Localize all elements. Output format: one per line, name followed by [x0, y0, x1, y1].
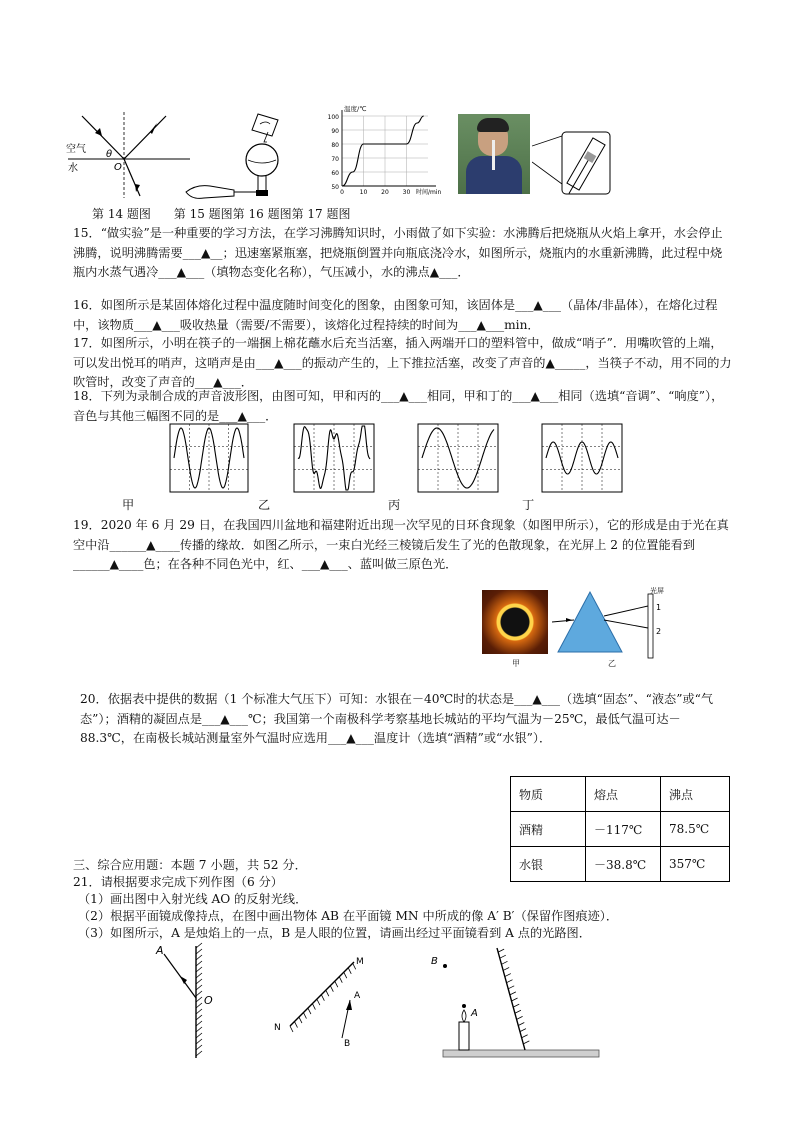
- point-o-label: O: [204, 994, 213, 1007]
- wave-label-ding: 丁: [522, 498, 535, 512]
- table-row: [511, 847, 730, 882]
- point-a-label: A: [471, 1008, 478, 1019]
- position-1: 1: [656, 603, 662, 612]
- figure-21-3-candle-mirror: [425, 944, 605, 1064]
- x-tick-label: 10: [359, 189, 368, 196]
- y-tick-label: 60: [331, 170, 339, 177]
- question-16: 16．如图所示是某固体熔化过程中温度随时间变化的图象，由图象可知，该固体是___▲___（晶体/非晶体），在熔化过程中，该物质___▲___吸收热量（需要/不需要），该熔化过程持续的时间为___▲___min．: [73, 298, 718, 332]
- point-a-label: A: [156, 944, 164, 957]
- screen-label: 光屏: [650, 587, 664, 595]
- cell: －117℃: [586, 812, 661, 847]
- waveform-4: [542, 424, 622, 492]
- question-20: 20．依据表中提供的数据（1 个标准大气压下）可知：水银在－40℃时的状态是___▲___（选填“固态”、“液态”或“气态”）；酒精的凝固点是___▲___℃；我国第一个南极科学考察基地长城站的平均气温为－25℃，最低气温可达－88.3℃，在南极长城站测量室外气温时应选用___▲___温度计（选填“酒精”或“水银”）．: [80, 692, 714, 745]
- point-m-label: M: [356, 957, 364, 967]
- figure-21-2-mirror-mn: [270, 950, 380, 1050]
- point-b-label: B: [431, 956, 438, 967]
- section-3-heading: 三、综合应用题：本题 7 小题，共 52 分．: [73, 858, 307, 872]
- figure-21-1-mirror: [150, 940, 220, 1064]
- question-21-part-1: （1）画出图中入射光线 AO 的反射光线．: [78, 892, 308, 906]
- label-jia: 甲: [512, 659, 520, 668]
- y-tick-label: 50: [331, 184, 339, 191]
- cell: 酒精: [511, 812, 586, 847]
- x-axis-label: 时间/min: [416, 189, 442, 196]
- question-21-part-3: （3）如图所示，A 是烛焰上的一点，B 是人眼的位置，请画出经过平面镜看到 A 点的光路图．: [78, 926, 591, 940]
- header-boiling-point: 沸点: [661, 777, 730, 812]
- point-n-label: N: [274, 1023, 281, 1033]
- y-axis-label: 温度/℃: [344, 105, 367, 113]
- wave-label-bing: 丙: [388, 498, 401, 512]
- air-label: 空气: [66, 144, 86, 155]
- point-o-label: O: [114, 162, 122, 173]
- x-tick-label: 30: [402, 189, 411, 196]
- solar-eclipse-photo: [482, 590, 548, 654]
- waveform-3: [418, 424, 498, 492]
- question-18: 18．下列为录制合成的声音波形图，由图可知，甲和丙的___▲___相同，甲和丁的___▲___相同（选填“音调”、“响度”），音色与其他三幅图不同的是___▲___．: [73, 389, 724, 423]
- waveform-1: [170, 424, 248, 492]
- water-label: 水: [68, 163, 78, 174]
- question-17: 17．如图所示，小明在筷子的一端捆上棉花蘸水后充当活塞，插入两端开口的塑料管中，做成“哨子”．用嘴吹管的上端，可以发出悦耳的哨声，这哨声是由___▲___的振动产生的，上下推拉活塞，改变了声音的▲_____，当筷子不动，用不同的力吹管时，改变了声音的___▲___．: [73, 336, 732, 389]
- temperature-curve: [342, 116, 424, 186]
- position-2: 2: [656, 627, 662, 636]
- point-b-label: B: [344, 1039, 351, 1049]
- table-row: [511, 812, 730, 847]
- wave-label-yi: 乙: [258, 498, 271, 512]
- y-tick-label: 80: [331, 142, 339, 149]
- point-a-label: A: [354, 991, 361, 1001]
- whistle-diagram: [532, 124, 614, 200]
- cell: 357℃: [661, 847, 730, 882]
- x-tick-label: 20: [381, 189, 389, 196]
- figure-16-melting-chart: [320, 104, 450, 200]
- theta-label: θ: [106, 149, 113, 160]
- question-15: 15．“做实验”是一种重要的学习方法，在学习沸腾知识时，小雨做了如下实验：水沸腾后把烧瓶从火焰上拿开，水会停止沸腾，说明沸腾需要___▲__；迅速塞紧瓶塞，把烧瓶倒置并向瓶底浇冷水，如图所示，烧瓶内的水重新沸腾，此过程中烧瓶内水蒸气遇冷___▲___（填物态变化名称），气压减小，水的沸点▲___．: [73, 226, 723, 279]
- x-tick-label: 0: [340, 189, 344, 196]
- prism-dispersion-diagram: [552, 586, 682, 676]
- header-melting-point: 熔点: [586, 777, 661, 812]
- question-21: 21．请根据要求完成下列作图（6 分）: [73, 875, 283, 889]
- header-substance: 物质: [511, 777, 586, 812]
- boy-photo: [458, 114, 530, 194]
- question-19: 19．2020 年 6 月 29 日，在我国四川盆地和福建附近出现一次罕见的日环食现象（如图甲所示），它的形成是由于光在真空中沿______▲____传播的缘故．如图乙所示，一束白光经三棱镜后发生了光的色散现象，在光屏上 2 的位置能看到______▲____色；在各种不同色光中，红、___▲___、蓝叫做三原色光．: [73, 518, 729, 571]
- cell: －38.8℃: [586, 847, 661, 882]
- property-table: [510, 776, 730, 882]
- cell: 78.5℃: [661, 812, 730, 847]
- figure-captions: 第 14 题图 第 15 题图第 16 题图第 17 题图: [92, 207, 351, 221]
- wave-label-jia: 甲: [122, 498, 135, 512]
- y-tick-label: 100: [327, 114, 339, 121]
- y-tick-label: 90: [331, 128, 339, 135]
- cell: 水银: [511, 847, 586, 882]
- label-yi: 乙: [608, 659, 616, 668]
- table-header-row: [511, 777, 730, 812]
- figure-15-flask-diagram: [180, 110, 300, 202]
- y-tick-label: 70: [331, 156, 339, 163]
- question-21-part-2: （2）根据平面镜成像持点，在图中画出物体 AB 在平面镜 MN 中所成的像 A′ B′（保留作图痕迹）．: [78, 909, 619, 923]
- waveform-2: [294, 424, 374, 492]
